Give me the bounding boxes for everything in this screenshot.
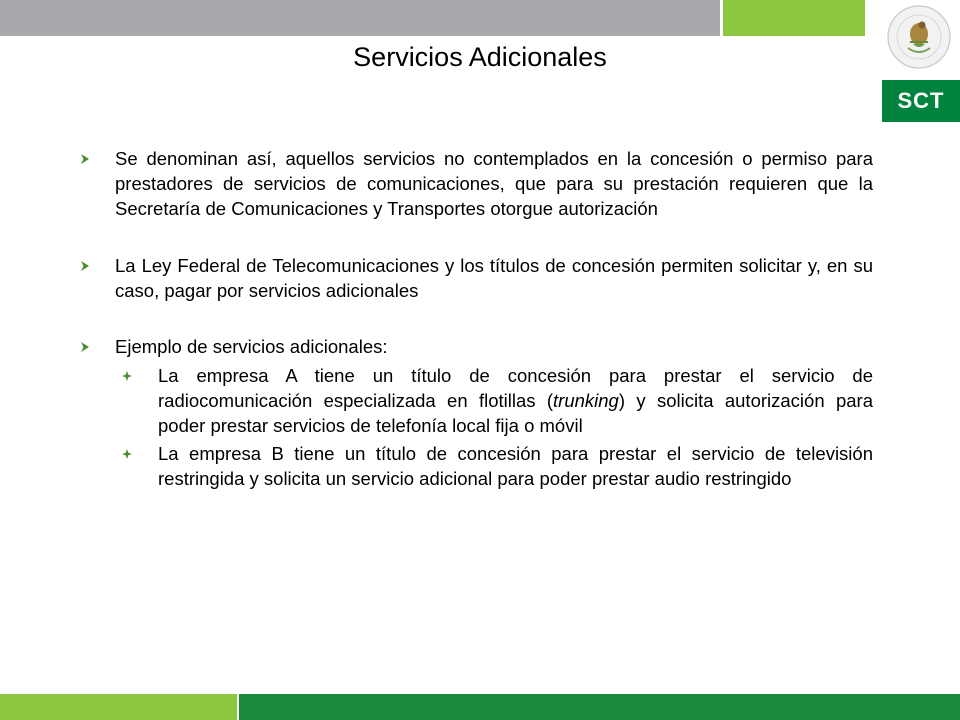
sub-bullet-text-start: La empresa A tiene un título de concesión para prestar el servicio de radiocomunicación especializada en flotillas (	[158, 365, 873, 411]
top-green-bar	[723, 0, 865, 36]
sub-bullet-list	[80, 363, 873, 491]
sub-bullet-item	[122, 363, 873, 438]
slide-content	[80, 146, 873, 494]
bottom-dark-green-bar	[239, 694, 960, 720]
diamond-bullet-icon	[122, 449, 132, 459]
bullet-text: Se denominan así, aquellos servicios no contemplados en la concesión o permiso para prestadores de servicios de comunicaciones, que para su prestación requieren que la Secretaría de Comunicaciones y Transportes otorgue autorización	[115, 148, 873, 219]
bullet-item	[80, 146, 873, 221]
slide-title: Servicios Adicionales	[353, 42, 607, 72]
bottom-green-bar	[0, 694, 237, 720]
sub-bullet-item	[122, 441, 873, 491]
bullet-item	[80, 253, 873, 303]
sub-bullet-text-end: ) y solicita autorización para poder prestar servicios de telefonía local fija o móvil	[158, 390, 873, 436]
bullet-text: La Ley Federal de Telecomunicaciones y los títulos de concesión permiten solicitar y, en su caso, pagar por servicios adicionales	[115, 255, 873, 301]
arrow-bullet-icon	[80, 153, 90, 165]
sub-bullet-italic-term: trunking	[553, 390, 619, 411]
arrow-bullet-icon	[80, 260, 90, 272]
sct-logo-plate: SCT	[882, 80, 960, 122]
bullet-item	[80, 334, 873, 359]
sub-bullet-text: La empresa B tiene un título de concesión para prestar el servicio de televisión restringida y solicita un servicio adicional para poder prestar audio restringido	[158, 443, 873, 489]
arrow-bullet-icon	[80, 341, 90, 353]
bullet-text: Ejemplo de servicios adicionales:	[115, 336, 388, 357]
top-gray-bar	[0, 0, 720, 36]
diamond-bullet-icon	[122, 371, 132, 381]
